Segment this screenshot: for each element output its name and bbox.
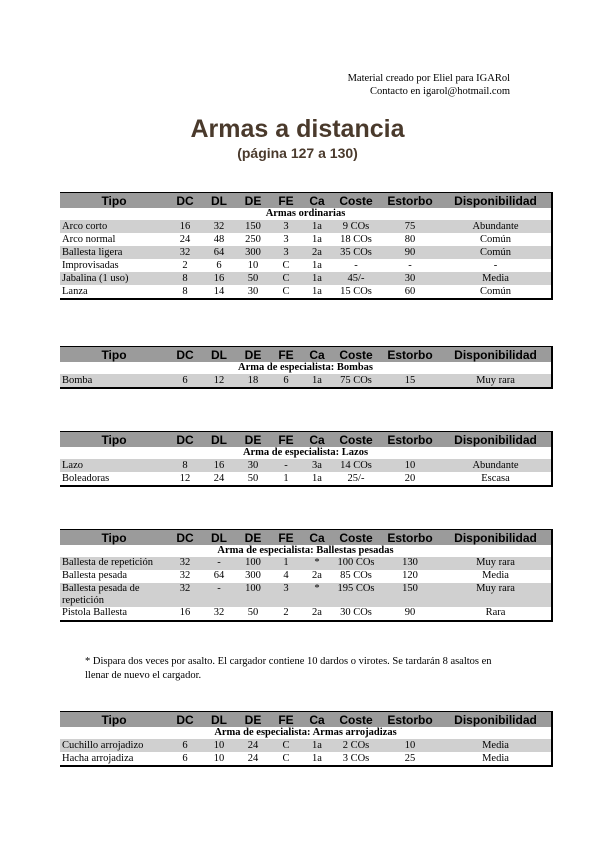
table-cell: Lanza [60, 285, 168, 299]
table-cell: 100 [236, 583, 270, 607]
header-row [60, 193, 552, 209]
table-cell: 30 [380, 272, 440, 285]
table-row [60, 583, 552, 607]
table-cell: 35 COs [332, 246, 380, 259]
column-header: DL [202, 347, 236, 363]
table-cell: Ballesta ligera [60, 246, 168, 259]
column-header: Estorbo [380, 347, 440, 363]
column-header: Estorbo [380, 530, 440, 546]
column-header: FE [270, 347, 302, 363]
table-cell: Muy rara [440, 557, 552, 570]
column-header: Disponibilidad [440, 530, 552, 546]
table-cell: Hacha arrojadiza [60, 752, 168, 766]
table-cell: Muy rara [440, 583, 552, 607]
table-cell: 100 [236, 557, 270, 570]
table-cell: 48 [202, 233, 236, 246]
table-cell: Bomba [60, 374, 168, 388]
column-header: Disponibilidad [440, 193, 552, 209]
weapons-table-heavy-crossbows [60, 529, 553, 622]
column-header: DE [236, 193, 270, 209]
table-cell: 45/- [332, 272, 380, 285]
table-cell: 16 [202, 459, 236, 472]
table-cell: C [270, 259, 302, 272]
table-cell: 16 [168, 607, 202, 621]
column-header: DE [236, 530, 270, 546]
table-cell: 32 [168, 570, 202, 583]
table-cell: 24 [236, 752, 270, 766]
header-row [60, 530, 552, 546]
section-title: Arma de especialista: Lazos [60, 447, 552, 459]
table-cell: - [380, 259, 440, 272]
header-row [60, 712, 552, 728]
table-cell: Media [440, 752, 552, 766]
column-header: DC [168, 347, 202, 363]
section-title: Armas ordinarias [60, 208, 552, 220]
table-cell: 6 [270, 374, 302, 388]
table-cell: 75 [380, 220, 440, 233]
table-row [60, 259, 552, 272]
column-header: DE [236, 712, 270, 728]
column-header: Estorbo [380, 432, 440, 448]
table-cell: 64 [202, 246, 236, 259]
table-cell: 130 [380, 557, 440, 570]
table-cell: 75 COs [332, 374, 380, 388]
table-cell: 1 [270, 557, 302, 570]
table-cell: 15 [380, 374, 440, 388]
column-header: Tipo [60, 712, 168, 728]
table-cell: 14 [202, 285, 236, 299]
table-cell: 32 [202, 220, 236, 233]
table-cell: Abundante [440, 220, 552, 233]
column-header: Coste [332, 193, 380, 209]
table-cell: 6 [168, 374, 202, 388]
table-cell: 1a [302, 374, 332, 388]
table-cell: 1a [302, 752, 332, 766]
table-cell: Ballesta pesada [60, 570, 168, 583]
table-cell: Común [440, 285, 552, 299]
table-cell: 14 COs [332, 459, 380, 472]
table-cell: 24 [236, 739, 270, 752]
table-row [60, 220, 552, 233]
table-cell: * [302, 583, 332, 607]
page-subtitle: (página 127 a 130) [237, 145, 358, 161]
weapons-table-bombs [60, 346, 553, 389]
table-cell: Común [440, 233, 552, 246]
credit-block [348, 72, 510, 98]
table-cell: 18 COs [332, 233, 380, 246]
table-cell: Pistola Ballesta [60, 607, 168, 621]
table-cell: C [270, 752, 302, 766]
column-header: Tipo [60, 530, 168, 546]
column-header: Estorbo [380, 712, 440, 728]
column-header: Coste [332, 712, 380, 728]
table-cell: 3 COs [332, 752, 380, 766]
column-header: DL [202, 712, 236, 728]
table-cell: Improvisadas [60, 259, 168, 272]
column-header: Disponibilidad [440, 712, 552, 728]
table-cell: 10 [202, 752, 236, 766]
table-cell: 80 [380, 233, 440, 246]
table-cell: C [270, 739, 302, 752]
header-row [60, 432, 552, 448]
section-row [60, 447, 552, 459]
table-cell: 1a [302, 739, 332, 752]
column-header: Disponibilidad [440, 347, 552, 363]
table-cell: 12 [168, 472, 202, 486]
column-header: Estorbo [380, 193, 440, 209]
table-cell: Media [440, 570, 552, 583]
table-cell: Boleadoras [60, 472, 168, 486]
table-cell: 6 [168, 739, 202, 752]
table-cell: 6 [168, 752, 202, 766]
table-cell: C [270, 272, 302, 285]
table-cell: 4 [270, 570, 302, 583]
footnote: * Dispara dos veces por asalto. El cargador contiene 10 dardos o virotes. Se tardarán 8 asaltos en llenar de nuevo el cargador. [85, 656, 492, 681]
table-cell: 60 [380, 285, 440, 299]
page-title: Armas a distancia [190, 115, 405, 143]
column-header: Ca [302, 712, 332, 728]
column-header: DC [168, 432, 202, 448]
table-cell: Media [440, 272, 552, 285]
table-cell: Media [440, 739, 552, 752]
table-cell: 8 [168, 272, 202, 285]
table-cell: 120 [380, 570, 440, 583]
table-row [60, 739, 552, 752]
table-cell: Rara [440, 607, 552, 621]
table-cell: 150 [236, 220, 270, 233]
table-cell: 2 COs [332, 739, 380, 752]
table-cell: 1a [302, 285, 332, 299]
weapons-table-ordinary [60, 192, 553, 300]
table-cell: 3 [270, 246, 302, 259]
table-cell: 20 [380, 472, 440, 486]
column-header: FE [270, 432, 302, 448]
column-header: FE [270, 193, 302, 209]
table-cell: 12 [202, 374, 236, 388]
table-cell: - [202, 583, 236, 607]
credit-author: Material creado por Eliel para IGARol [347, 73, 510, 84]
table-cell: Jabalina (1 uso) [60, 272, 168, 285]
table-cell: 3 [270, 583, 302, 607]
table-cell: 24 [168, 233, 202, 246]
table-cell: 3a [302, 459, 332, 472]
table-row [60, 272, 552, 285]
table-row [60, 557, 552, 570]
table-cell: Arco corto [60, 220, 168, 233]
table-cell: 100 COs [332, 557, 380, 570]
table-row [60, 246, 552, 259]
table-cell: 2 [270, 607, 302, 621]
table-cell: 32 [202, 607, 236, 621]
table-cell: 10 [380, 459, 440, 472]
table-cell: - [440, 259, 552, 272]
table-cell: 64 [202, 570, 236, 583]
table-row [60, 374, 552, 388]
credit-contact: Contacto en igarol@hotmail.com [369, 86, 510, 97]
title-block [0, 114, 595, 162]
table-row [60, 472, 552, 486]
table-cell: 3 [270, 233, 302, 246]
table-cell: 32 [168, 246, 202, 259]
table-row [60, 285, 552, 299]
section-row [60, 727, 552, 739]
weapons-table-thrown [60, 711, 553, 767]
table-cell: 10 [380, 739, 440, 752]
table-cell: 1 [270, 472, 302, 486]
table-cell: 2a [302, 246, 332, 259]
table-cell: 25 [380, 752, 440, 766]
table-cell: 2 [168, 259, 202, 272]
column-header: Ca [302, 347, 332, 363]
table-cell: 10 [202, 739, 236, 752]
table-cell: 30 [236, 285, 270, 299]
table-cell: 50 [236, 272, 270, 285]
table-cell: Ballesta de repetición [60, 557, 168, 570]
table-cell: 85 COs [332, 570, 380, 583]
table-cell: 30 [236, 459, 270, 472]
table-cell: 3 [270, 220, 302, 233]
table-cell: Común [440, 246, 552, 259]
table-cell: 1a [302, 259, 332, 272]
section-row [60, 362, 552, 374]
table-cell: 16 [168, 220, 202, 233]
table-cell: 32 [168, 557, 202, 570]
table-cell: 9 COs [332, 220, 380, 233]
table-cell: Lazo [60, 459, 168, 472]
table-cell: 2a [302, 570, 332, 583]
column-header: DL [202, 193, 236, 209]
column-header: DC [168, 712, 202, 728]
column-header: Ca [302, 193, 332, 209]
table-cell: 1a [302, 272, 332, 285]
column-header: DC [168, 193, 202, 209]
table-cell: 6 [202, 259, 236, 272]
table-cell: 90 [380, 246, 440, 259]
table-row [60, 459, 552, 472]
table-row [60, 233, 552, 246]
section-row [60, 208, 552, 220]
column-header: Coste [332, 347, 380, 363]
table-cell: 50 [236, 472, 270, 486]
table-cell: 1a [302, 233, 332, 246]
table-cell: * [302, 557, 332, 570]
header-row [60, 347, 552, 363]
table-cell: Abundante [440, 459, 552, 472]
section-row [60, 545, 552, 557]
table-cell: 300 [236, 246, 270, 259]
column-header: DL [202, 530, 236, 546]
weapons-table-lassos [60, 431, 553, 487]
column-header: DE [236, 347, 270, 363]
column-header: Disponibilidad [440, 432, 552, 448]
table-cell: Escasa [440, 472, 552, 486]
table-cell: 16 [202, 272, 236, 285]
table-cell: 250 [236, 233, 270, 246]
table-cell: 1a [302, 472, 332, 486]
table-cell: 30 COs [332, 607, 380, 621]
table-cell: 1a [302, 220, 332, 233]
table-cell: Cuchillo arrojadizo [60, 739, 168, 752]
table-cell: 24 [202, 472, 236, 486]
table-cell: 15 COs [332, 285, 380, 299]
table-cell: 8 [168, 459, 202, 472]
table-cell: - [332, 259, 380, 272]
column-header: Ca [302, 432, 332, 448]
table-cell: 195 COs [332, 583, 380, 607]
column-header: Coste [332, 530, 380, 546]
table-cell: Ballesta pesada de repetición [60, 583, 168, 607]
table-cell: Arco normal [60, 233, 168, 246]
column-header: Coste [332, 432, 380, 448]
table-cell: 32 [168, 583, 202, 607]
table-cell: - [270, 459, 302, 472]
table-cell: 150 [380, 583, 440, 607]
table-row [60, 570, 552, 583]
column-header: Tipo [60, 347, 168, 363]
table-cell: - [202, 557, 236, 570]
table-cell: 25/- [332, 472, 380, 486]
table-cell: Muy rara [440, 374, 552, 388]
table-cell: 50 [236, 607, 270, 621]
table-row [60, 752, 552, 766]
table-cell: C [270, 285, 302, 299]
table-cell: 300 [236, 570, 270, 583]
column-header: DL [202, 432, 236, 448]
column-header: Ca [302, 530, 332, 546]
section-title: Arma de especialista: Bombas [60, 362, 552, 374]
table-row [60, 607, 552, 621]
column-header: FE [270, 530, 302, 546]
section-title: Arma de especialista: Armas arrojadizas [60, 727, 552, 739]
table-cell: 90 [380, 607, 440, 621]
table-cell: 10 [236, 259, 270, 272]
table-cell: 2a [302, 607, 332, 621]
column-header: DC [168, 530, 202, 546]
table-cell: 18 [236, 374, 270, 388]
table-cell: 8 [168, 285, 202, 299]
column-header: Tipo [60, 193, 168, 209]
section-title: Arma de especialista: Ballestas pesadas [60, 545, 552, 557]
column-header: FE [270, 712, 302, 728]
column-header: Tipo [60, 432, 168, 448]
column-header: DE [236, 432, 270, 448]
